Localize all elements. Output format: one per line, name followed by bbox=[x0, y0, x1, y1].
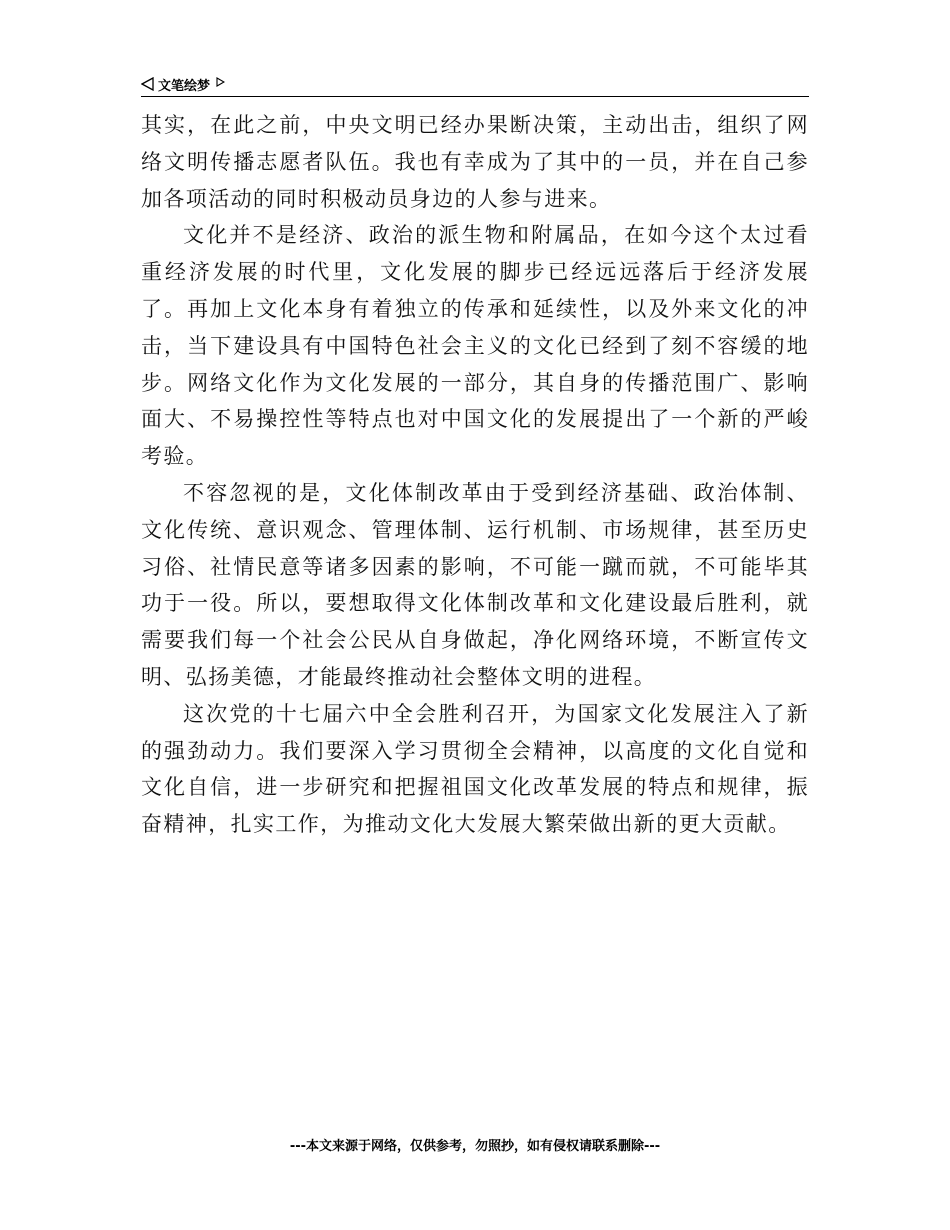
paragraph-1: 其实，在此之前，中央文明已经办果断决策，主动出击，组织了网络文明传播志愿者队伍。我也有幸成为了其中的一员，并在自己参加各项活动的同时积极动员身边的人参与进来。 bbox=[141, 113, 809, 211]
article-body bbox=[141, 107, 809, 843]
triangle-left-outline-icon bbox=[141, 77, 154, 91]
page-header bbox=[141, 72, 809, 97]
paragraph-3: 不容忽视的是，文化体制改革由于受到经济基础、政治体制、文化传统、意识观念、管理体制、运行机制、市场规律，甚至历史习俗、社情民意等诸多因素的影响，不可能一蹴而就，不可能毕其功于一役。所以，要想取得文化体制改革和文化建设最后胜利，就需要我们每一个社会公民从自身做起，净化网络环境，不断宣传文明、弘扬美德，才能最终推动社会整体文明的进程。 bbox=[141, 480, 809, 689]
triangle-right-outline-icon bbox=[216, 77, 225, 87]
header-title: 文笔绘梦 bbox=[158, 78, 211, 94]
paragraph-2: 文化并不是经济、政治的派生物和附属品，在如今这个太过看重经济发展的时代里，文化发展的脚步已经远远落后于经济发展了。再加上文化本身有着独立的传承和延续性，以及外来文化的冲击，当下建设具有中国特色社会主义的文化已经到了刻不容缓的地步。网络文化作为文化发展的一部分，其自身的传播范围广、影响面大、不易操控性等特点也对中国文化的发展提出了一个新的严峻考验。 bbox=[141, 223, 809, 469]
page-footer-disclaimer: ---本文来源于网络，仅供参考，勿照抄，如有侵权请联系删除--- bbox=[289, 1139, 661, 1154]
paragraph-4: 这次党的十七届六中全会胜利召开，为国家文化发展注入了新的强劲动力。我们要深入学习贯彻全会精神，以高度的文化自觉和文化自信，进一步研究和把握祖国文化改革发展的特点和规律，振奋精神，扎实工作，为推动文化大发展大繁荣做出新的更大贡献。 bbox=[141, 701, 809, 837]
